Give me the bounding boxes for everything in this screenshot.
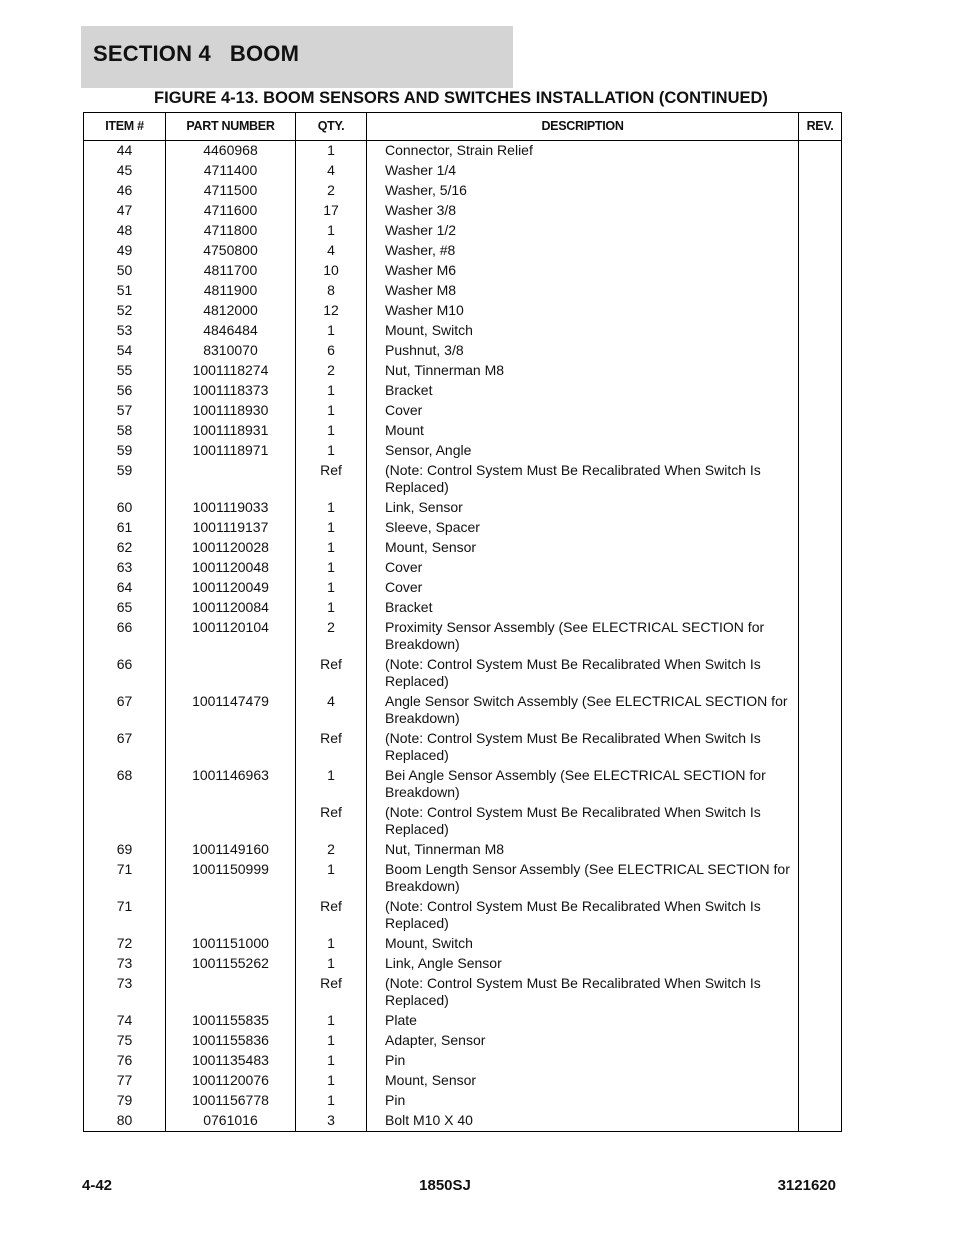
part-number-cell (166, 897, 296, 934)
part-number-cell: 1001156778 (166, 1091, 296, 1111)
item-cell: 45 (84, 161, 166, 181)
table-row (84, 518, 842, 538)
description-cell: Bracket (367, 381, 799, 401)
item-cell: 61 (84, 518, 166, 538)
rev-cell (799, 518, 842, 538)
description-cell: Pin (367, 1091, 799, 1111)
qty-cell: 1 (296, 498, 367, 518)
part-number-cell: 1001119137 (166, 518, 296, 538)
part-number-cell: 1001118373 (166, 381, 296, 401)
table-row (84, 692, 842, 729)
table-row (84, 241, 842, 261)
item-cell: 53 (84, 321, 166, 341)
part-number-cell: 8310070 (166, 341, 296, 361)
part-number-cell: 4812000 (166, 301, 296, 321)
part-number-cell: 4750800 (166, 241, 296, 261)
table-row (84, 1011, 842, 1031)
description-cell: Washer, 5/16 (367, 181, 799, 201)
qty-cell: 17 (296, 201, 367, 221)
qty-cell: Ref (296, 803, 367, 840)
item-cell: 57 (84, 401, 166, 421)
part-number-cell: 4711400 (166, 161, 296, 181)
item-cell: 72 (84, 934, 166, 954)
table-row (84, 461, 842, 498)
item-cell: 66 (84, 618, 166, 655)
description-cell: Mount, Switch (367, 321, 799, 341)
rev-cell (799, 1111, 842, 1132)
rev-cell (799, 954, 842, 974)
qty-cell: 1 (296, 421, 367, 441)
rev-cell (799, 934, 842, 954)
section-title: SECTION 4 BOOM (93, 41, 300, 66)
description-cell: Mount, Sensor (367, 1071, 799, 1091)
rev-cell (799, 441, 842, 461)
item-cell: 52 (84, 301, 166, 321)
item-cell: 67 (84, 692, 166, 729)
rev-cell (799, 281, 842, 301)
item-cell: 59 (84, 461, 166, 498)
figure-title: FIGURE 4-13. BOOM SENSORS AND SWITCHES INSTALLATION (CONTINUED) (154, 89, 768, 107)
description-cell: Plate (367, 1011, 799, 1031)
header-qty: QTY. (296, 113, 367, 141)
table-row (84, 1051, 842, 1071)
rev-cell (799, 1091, 842, 1111)
table-row (84, 141, 842, 162)
part-number-cell: 4811900 (166, 281, 296, 301)
table-row (84, 729, 842, 766)
item-cell: 48 (84, 221, 166, 241)
qty-cell: 1 (296, 221, 367, 241)
part-number-cell (166, 655, 296, 692)
section-header (81, 26, 513, 88)
table-row (84, 1071, 842, 1091)
rev-cell (799, 461, 842, 498)
description-cell: Washer 1/2 (367, 221, 799, 241)
table-header-row (84, 113, 842, 141)
table-row (84, 934, 842, 954)
part-number-cell: 4811700 (166, 261, 296, 281)
header-description: DESCRIPTION (367, 113, 799, 141)
part-number-cell: 1001118931 (166, 421, 296, 441)
description-cell: (Note: Control System Must Be Recalibrated When Switch Is Replaced) (367, 729, 799, 766)
qty-cell: 3 (296, 1111, 367, 1132)
item-cell: 80 (84, 1111, 166, 1132)
qty-cell: 4 (296, 692, 367, 729)
qty-cell: 2 (296, 181, 367, 201)
item-cell: 49 (84, 241, 166, 261)
part-number-cell (166, 974, 296, 1011)
table-row (84, 301, 842, 321)
description-cell: (Note: Control System Must Be Recalibrated When Switch Is Replaced) (367, 461, 799, 498)
part-number-cell: 1001151000 (166, 934, 296, 954)
rev-cell (799, 261, 842, 281)
rev-cell (799, 141, 842, 162)
part-number-cell: 1001120104 (166, 618, 296, 655)
qty-cell: 1 (296, 401, 367, 421)
rev-cell (799, 860, 842, 897)
rev-cell (799, 321, 842, 341)
qty-cell: 1 (296, 1051, 367, 1071)
qty-cell: 4 (296, 161, 367, 181)
table-row (84, 1111, 842, 1132)
description-cell: Sensor, Angle (367, 441, 799, 461)
table-row (84, 361, 842, 381)
table-row (84, 381, 842, 401)
description-cell: Bracket (367, 598, 799, 618)
qty-cell: 1 (296, 1011, 367, 1031)
qty-cell: 1 (296, 860, 367, 897)
table-row (84, 498, 842, 518)
part-number-cell: 1001118930 (166, 401, 296, 421)
description-cell: Bolt M10 X 40 (367, 1111, 799, 1132)
part-number-cell: 1001120028 (166, 538, 296, 558)
table-body (84, 141, 842, 1132)
item-cell: 59 (84, 441, 166, 461)
item-cell: 71 (84, 897, 166, 934)
description-cell: Washer 3/8 (367, 201, 799, 221)
part-number-cell: 1001155836 (166, 1031, 296, 1051)
qty-cell: 6 (296, 341, 367, 361)
table-row (84, 321, 842, 341)
description-cell: Washer M6 (367, 261, 799, 281)
description-cell: (Note: Control System Must Be Recalibrated When Switch Is Replaced) (367, 897, 799, 934)
qty-cell: 8 (296, 281, 367, 301)
part-number-cell: 1001135483 (166, 1051, 296, 1071)
qty-cell: Ref (296, 655, 367, 692)
item-cell: 55 (84, 361, 166, 381)
table-row (84, 618, 842, 655)
description-cell: Bei Angle Sensor Assembly (See ELECTRICAL SECTION for Breakdown) (367, 766, 799, 803)
item-cell: 44 (84, 141, 166, 162)
description-cell: Nut, Tinnerman M8 (367, 361, 799, 381)
item-cell: 71 (84, 860, 166, 897)
table-row (84, 860, 842, 897)
rev-cell (799, 1051, 842, 1071)
table-row (84, 803, 842, 840)
qty-cell: 1 (296, 1091, 367, 1111)
item-cell: 74 (84, 1011, 166, 1031)
table-row (84, 441, 842, 461)
table-row (84, 655, 842, 692)
table-row (84, 1091, 842, 1111)
rev-cell (799, 301, 842, 321)
qty-cell: 1 (296, 954, 367, 974)
item-cell: 46 (84, 181, 166, 201)
item-cell: 73 (84, 974, 166, 1011)
rev-cell (799, 181, 842, 201)
description-cell: Washer M10 (367, 301, 799, 321)
item-cell: 50 (84, 261, 166, 281)
rev-cell (799, 729, 842, 766)
description-cell: Adapter, Sensor (367, 1031, 799, 1051)
part-number-cell: 1001120076 (166, 1071, 296, 1091)
description-cell: Sleeve, Spacer (367, 518, 799, 538)
item-cell: 60 (84, 498, 166, 518)
table-row (84, 598, 842, 618)
qty-cell: 1 (296, 766, 367, 803)
table-row (84, 401, 842, 421)
qty-cell: 12 (296, 301, 367, 321)
rev-cell (799, 241, 842, 261)
table-row (84, 1031, 842, 1051)
page-number: 4-42 (82, 1177, 113, 1194)
item-cell: 69 (84, 840, 166, 860)
description-cell: Cover (367, 558, 799, 578)
rev-cell (799, 361, 842, 381)
header-item: ITEM # (84, 113, 166, 141)
item-cell: 51 (84, 281, 166, 301)
part-number-cell: 1001120049 (166, 578, 296, 598)
qty-cell: 2 (296, 361, 367, 381)
qty-cell: 1 (296, 578, 367, 598)
table-row (84, 281, 842, 301)
table-row (84, 558, 842, 578)
part-number-cell: 1001118274 (166, 361, 296, 381)
part-number-cell: 1001149160 (166, 840, 296, 860)
description-cell: Angle Sensor Switch Assembly (See ELECTRICAL SECTION for Breakdown) (367, 692, 799, 729)
description-cell: Proximity Sensor Assembly (See ELECTRICAL SECTION for Breakdown) (367, 618, 799, 655)
rev-cell (799, 538, 842, 558)
description-cell: (Note: Control System Must Be Recalibrated When Switch Is Replaced) (367, 803, 799, 840)
table-row (84, 766, 842, 803)
part-number-cell: 1001155835 (166, 1011, 296, 1031)
rev-cell (799, 401, 842, 421)
qty-cell: 10 (296, 261, 367, 281)
rev-cell (799, 598, 842, 618)
rev-cell (799, 1011, 842, 1031)
part-number-cell: 4711500 (166, 181, 296, 201)
item-cell: 65 (84, 598, 166, 618)
table-row (84, 181, 842, 201)
part-number-cell (166, 461, 296, 498)
item-cell: 56 (84, 381, 166, 401)
rev-cell (799, 692, 842, 729)
item-cell: 79 (84, 1091, 166, 1111)
description-cell: Connector, Strain Relief (367, 141, 799, 162)
item-cell: 76 (84, 1051, 166, 1071)
qty-cell: Ref (296, 729, 367, 766)
qty-cell: 1 (296, 518, 367, 538)
header-rev: REV. (799, 113, 842, 141)
part-number-cell: 1001120084 (166, 598, 296, 618)
part-number-cell: 4846484 (166, 321, 296, 341)
table-row (84, 221, 842, 241)
rev-cell (799, 897, 842, 934)
rev-cell (799, 766, 842, 803)
rev-cell (799, 161, 842, 181)
part-number-cell: 1001119033 (166, 498, 296, 518)
part-number-cell (166, 803, 296, 840)
description-cell: Link, Sensor (367, 498, 799, 518)
rev-cell (799, 1031, 842, 1051)
document-number: 3121620 (777, 1177, 836, 1194)
part-number-cell: 4711800 (166, 221, 296, 241)
rev-cell (799, 201, 842, 221)
table-row (84, 161, 842, 181)
rev-cell (799, 618, 842, 655)
part-number-cell: 4711600 (166, 201, 296, 221)
description-cell: Washer, #8 (367, 241, 799, 261)
table-row (84, 578, 842, 598)
description-cell: (Note: Control System Must Be Recalibrated When Switch Is Replaced) (367, 974, 799, 1011)
rev-cell (799, 1071, 842, 1091)
item-cell: 54 (84, 341, 166, 361)
table-row (84, 341, 842, 361)
qty-cell: 1 (296, 934, 367, 954)
description-cell: Mount, Switch (367, 934, 799, 954)
part-number-cell: 1001150999 (166, 860, 296, 897)
qty-cell: 1 (296, 381, 367, 401)
description-cell: Washer 1/4 (367, 161, 799, 181)
qty-cell: 1 (296, 441, 367, 461)
description-cell: Pin (367, 1051, 799, 1071)
qty-cell: 1 (296, 1031, 367, 1051)
description-cell: Mount (367, 421, 799, 441)
description-cell: Link, Angle Sensor (367, 954, 799, 974)
rev-cell (799, 498, 842, 518)
part-number-cell: 1001155262 (166, 954, 296, 974)
table-row (84, 261, 842, 281)
item-cell: 67 (84, 729, 166, 766)
description-cell: Boom Length Sensor Assembly (See ELECTRICAL SECTION for Breakdown) (367, 860, 799, 897)
qty-cell: Ref (296, 974, 367, 1011)
item-cell: 63 (84, 558, 166, 578)
part-number-cell: 1001147479 (166, 692, 296, 729)
part-number-cell: 4460968 (166, 141, 296, 162)
item-cell: 68 (84, 766, 166, 803)
qty-cell: 4 (296, 241, 367, 261)
parts-table (83, 112, 842, 1132)
item-cell (84, 803, 166, 840)
description-cell: Cover (367, 578, 799, 598)
rev-cell (799, 421, 842, 441)
qty-cell: Ref (296, 461, 367, 498)
description-cell: Nut, Tinnerman M8 (367, 840, 799, 860)
qty-cell: 1 (296, 321, 367, 341)
table-row (84, 421, 842, 441)
item-cell: 62 (84, 538, 166, 558)
description-cell: Mount, Sensor (367, 538, 799, 558)
qty-cell: 2 (296, 840, 367, 860)
table-row (84, 974, 842, 1011)
qty-cell: 2 (296, 618, 367, 655)
qty-cell: 1 (296, 141, 367, 162)
header-part-number: PART NUMBER (166, 113, 296, 141)
part-number-cell (166, 729, 296, 766)
rev-cell (799, 840, 842, 860)
item-cell: 75 (84, 1031, 166, 1051)
table-row (84, 840, 842, 860)
table-row (84, 201, 842, 221)
table-row (84, 897, 842, 934)
part-number-cell: 1001146963 (166, 766, 296, 803)
rev-cell (799, 381, 842, 401)
rev-cell (799, 221, 842, 241)
rev-cell (799, 578, 842, 598)
model-number: 1850SJ (419, 1177, 471, 1194)
qty-cell: Ref (296, 897, 367, 934)
table-row (84, 954, 842, 974)
rev-cell (799, 558, 842, 578)
qty-cell: 1 (296, 1071, 367, 1091)
description-cell: (Note: Control System Must Be Recalibrated When Switch Is Replaced) (367, 655, 799, 692)
rev-cell (799, 341, 842, 361)
part-number-cell: 1001118971 (166, 441, 296, 461)
description-cell: Cover (367, 401, 799, 421)
rev-cell (799, 974, 842, 1011)
rev-cell (799, 655, 842, 692)
description-cell: Pushnut, 3/8 (367, 341, 799, 361)
part-number-cell: 0761016 (166, 1111, 296, 1132)
item-cell: 73 (84, 954, 166, 974)
qty-cell: 1 (296, 538, 367, 558)
description-cell: Washer M8 (367, 281, 799, 301)
item-cell: 64 (84, 578, 166, 598)
item-cell: 77 (84, 1071, 166, 1091)
item-cell: 66 (84, 655, 166, 692)
qty-cell: 1 (296, 558, 367, 578)
item-cell: 58 (84, 421, 166, 441)
table-row (84, 538, 842, 558)
item-cell: 47 (84, 201, 166, 221)
part-number-cell: 1001120048 (166, 558, 296, 578)
rev-cell (799, 803, 842, 840)
qty-cell: 1 (296, 598, 367, 618)
